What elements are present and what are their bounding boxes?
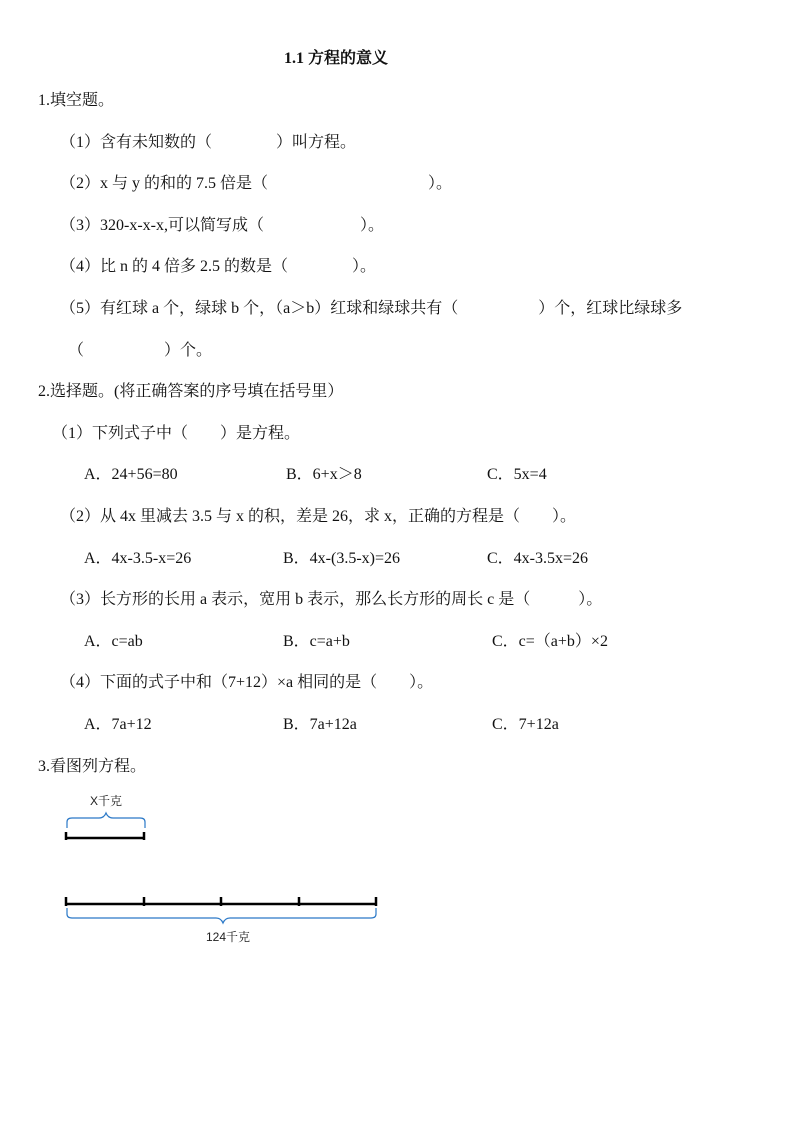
top-bar-label: X千克 xyxy=(89,794,123,808)
fill-item-3: （3）320-x-x-x,可以简写成（ ）。 xyxy=(60,217,384,234)
choice-q2-stem: （2）从 4x 里减去 3.5 与 x 的积，差是 26，求 x，正确的方程是（ ）。 xyxy=(60,508,577,525)
choice-q4-stem: （4）下面的式子中和（7+12）×a 相同的是（ ）。 xyxy=(60,674,434,691)
fill-item-4: （4）比 n 的 4 倍多 2.5 的数是（ ）。 xyxy=(60,258,377,275)
fill-item-1: （1）含有未知数的（ ）叫方程。 xyxy=(60,134,357,151)
choice-q3-option-b: B．c=a+b xyxy=(283,633,350,650)
choice-q1-option-a: A．24+56=80 xyxy=(84,466,178,483)
choice-q3-option-c: C．c=（a+b）×2 xyxy=(492,633,608,650)
choice-q2-option-b: B．4x-(3.5-x)=26 xyxy=(283,550,401,567)
choice-q1-option-b: B．6+x＞8 xyxy=(286,466,362,483)
choice-q1-stem: （1）下列式子中（ ）是方程。 xyxy=(52,425,301,442)
section-1-heading: 1.填空题。 xyxy=(38,92,115,109)
segment-diagram xyxy=(40,788,440,958)
choice-q3-option-a: A．c=ab xyxy=(84,633,143,650)
section-2-heading: 2.选择题。(将正确答案的序号填在括号里） xyxy=(38,383,344,400)
bottom-bar-label: 124千克 xyxy=(205,930,251,944)
choice-q4-option-c: C．7+12a xyxy=(492,716,559,733)
fill-item-5: （5）有红球 a 个，绿球 b 个，（a＞b）红球和绿球共有（ ）个，红球比绿球多 xyxy=(60,300,683,317)
choice-q2-option-c: C．4x-3.5x=26 xyxy=(487,550,589,567)
fill-item-2: （2）x 与 y 的和的 7.5 倍是（ ）。 xyxy=(60,175,453,192)
choice-q3-stem: （3）长方形的长用 a 表示，宽用 b 表示，那么长方形的周长 c 是（ ）。 xyxy=(60,591,603,608)
page-title: 1.1 方程的意义 xyxy=(284,50,389,67)
top-brace xyxy=(67,813,145,828)
fill-item-5-cont: （ ）个。 xyxy=(68,342,213,359)
section-3-heading: 3.看图列方程。 xyxy=(38,758,147,775)
choice-q2-option-a: A．4x-3.5-x=26 xyxy=(84,550,192,567)
choice-q4-option-b: B．7a+12a xyxy=(283,716,357,733)
bottom-brace xyxy=(67,908,376,923)
choice-q1-option-c: C．5x=4 xyxy=(487,466,547,483)
choice-q4-option-a: A．7a+12 xyxy=(84,716,152,733)
